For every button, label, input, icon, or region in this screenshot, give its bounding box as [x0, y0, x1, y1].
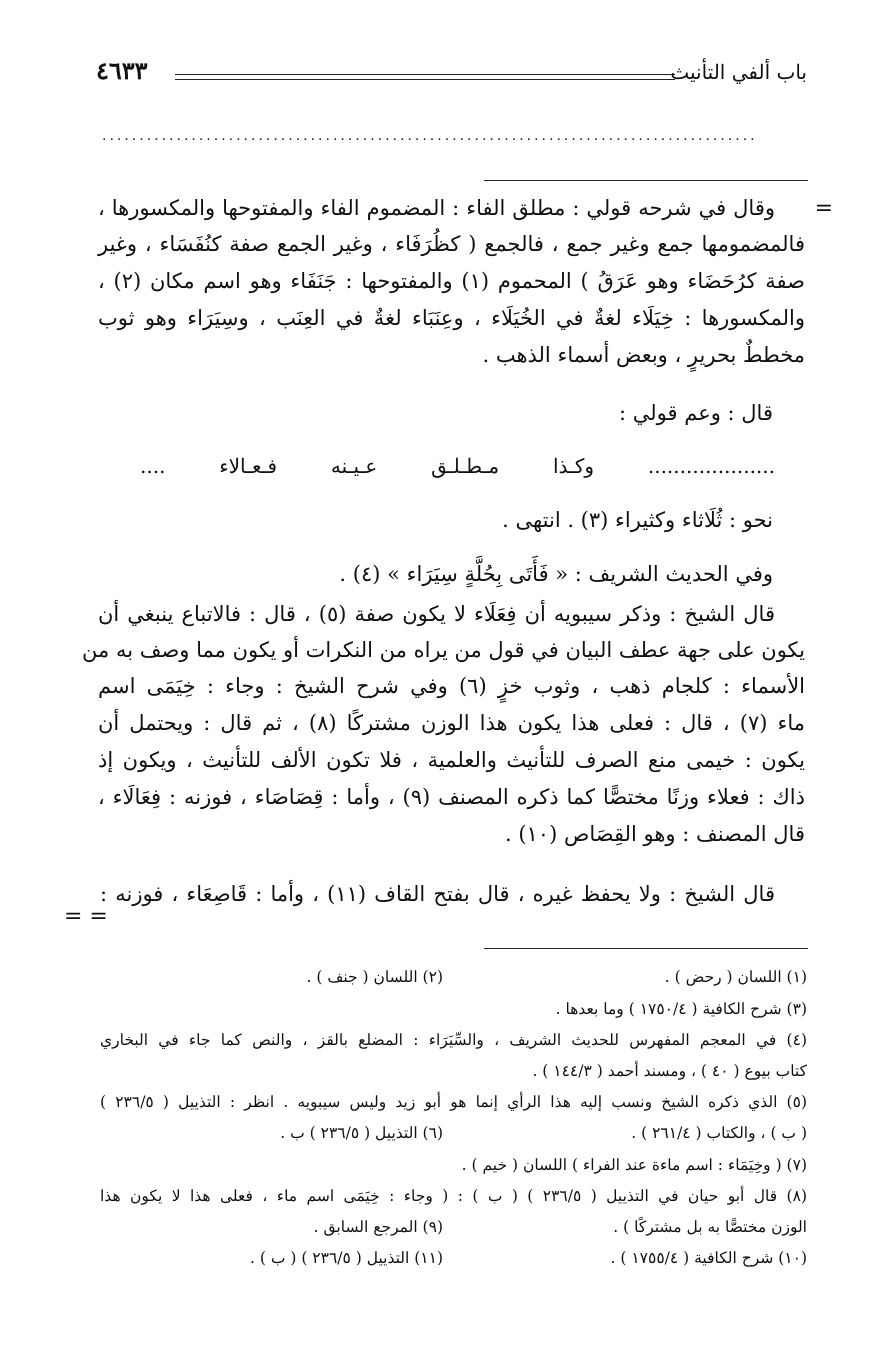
- footnote-4: (٤) في المعجم المفهرس للحديث الشريف ، والسِّيَرَاء : المضلع بالقز ، والنص كما جاء في البخاري: [100, 1031, 807, 1049]
- footnote-3: (٣) شرح الكافية ( ١٧٥٠/٤ ) وما بعدها .: [555, 1000, 807, 1018]
- text-line: قال الشيخ : وذكر سيبويه أن فِعَلَاء لا يكون صفة (٥) ، قال : فالاتباع ينبغي أن: [98, 602, 775, 626]
- footnote-2: (٢) اللسان ( جنف ) .: [306, 968, 443, 986]
- text-line: قال : وعم قولي :: [619, 401, 773, 425]
- text-line: نحو : ثُلَاثاء وكثيراء (٣) . انتهى .: [502, 508, 773, 532]
- top-separator: [484, 180, 808, 181]
- dotted-rule: ........................................................................................: [102, 128, 758, 144]
- continuation-mark-start: =: [814, 196, 833, 221]
- footnote-separator: [484, 948, 808, 949]
- footnote-8: (٨) قال أبو حيان في التذييل ( ٢٣٦/٥ ) ( ب ) : ( وجاء : خِيَمَى اسم ماء ، فعلى هذا لا يكون هذا: [100, 1187, 807, 1205]
- text-line: وقال في شرحه قولي : مطلق الفاء : المضموم الفاء والمفتوحها والمكسورها ،: [98, 196, 775, 220]
- text-line: يكون على جهة عطف البيان في قول من يراه من النكرات أو يكون مما وصف به من: [82, 638, 805, 662]
- header-double-rule: [175, 74, 675, 80]
- footnote-5: (٥) الذي ذكره الشيخ ونسب إليه هذا الرأي إنما هو أبو زيد وليس سيبويه . انظر : التذييل ( ٢٣٦/٥ ): [100, 1093, 807, 1111]
- footnote-1: (١) اللسان ( رحض ) .: [664, 968, 807, 986]
- text-line: صفة كرُحَضَاء وهو عَرَقُ ) المحموم (١) والمفتوحها : جَنَفَاء وهو اسم مكان (٢) ،: [98, 269, 805, 293]
- text-line: والمكسورها : خِيَلَاء لغةٌ في الخُيَلَاء ، وعِنَبَاء لغةٌ في العِنَب ، وسِيَرَاء وهو ثوب: [98, 306, 805, 330]
- text-line: مخططٌ بحريرٍ ، وبعض أسماء الذهب .: [482, 343, 805, 367]
- footnote-4-cont: كتاب بيوع ( ٤٠ ) ، ومسند أحمد ( ١٤٤/٣ ) .: [532, 1062, 807, 1080]
- text-line: يكون : خيمى منع الصرف للتأنيث والعلمية ، فلا تكون الألف للتأنيث ، ويكون إذ: [98, 748, 805, 772]
- footnote-6: (٦) التذييل ( ٢٣٦/٥ ) ب .: [280, 1124, 443, 1142]
- footnote-8-cont: الوزن مختصًّا به بل مشتركًا ) .: [613, 1218, 807, 1236]
- text-line: ذاك : فعلاء وزنًا مختصًّا كما ذكره المصنف (٩) ، وأما : قِصَاصَاء ، فوزنه : فِعَالَاء ،: [98, 785, 805, 809]
- continuation-mark-end: = =: [64, 904, 108, 929]
- text-line: فالمضمومها جمع وغير جمع ، فالجمع ( كظُرَفَاء ، وغير الجمع صفة كنُفَسَاء ، وغير: [98, 232, 805, 256]
- verse-line: .................... وكـذا مـطـلـق عـيـنه فـعـالاء ....: [140, 454, 775, 478]
- hadith-line: وفي الحديث الشريف : « فَأَتَى بِحُلَّةٍ سِيَرَاء » (٤) .: [339, 562, 773, 586]
- footnote-5-cont: ( ب ) ، والكتاب ( ٢٦١/٤ ) .: [631, 1124, 807, 1142]
- running-header-title: باب ألفي التأنيث: [670, 60, 807, 84]
- text-line: ماء (٧) ، قال : فعلى هذا يكون هذا الوزن مشتركًا (٨) ، ثم قال : ويحتمل أن: [98, 711, 806, 735]
- footnote-11: (١١) التذييل ( ٢٣٦/٥ ) ( ب ) .: [250, 1249, 443, 1267]
- text-line: قال الشيخ : ولا يحفظ غيره ، قال بفتح القاف (١١) ، وأما : قَاصِعَاء ، فوزنه :: [100, 882, 775, 906]
- text-line: الأسماء : كلجام ذهب ، وثوب خزٍ (٦) وفي شرح الشيخ : وجاء : خِيَمَى اسم: [98, 674, 805, 698]
- footnote-7: (٧) ( وخِيَمَاء : اسم ماءة عند الفراء ) اللسان ( خيم ) .: [461, 1156, 807, 1174]
- text-line: قال المصنف : وهو القِصَاص (١٠) .: [504, 822, 805, 846]
- footnote-9: (٩) المرجع السابق .: [313, 1218, 443, 1236]
- footnote-10: (١٠) شرح الكافية ( ١٧٥٥/٤ ) .: [610, 1249, 807, 1267]
- page-number: ٤٦٣٣: [96, 56, 148, 85]
